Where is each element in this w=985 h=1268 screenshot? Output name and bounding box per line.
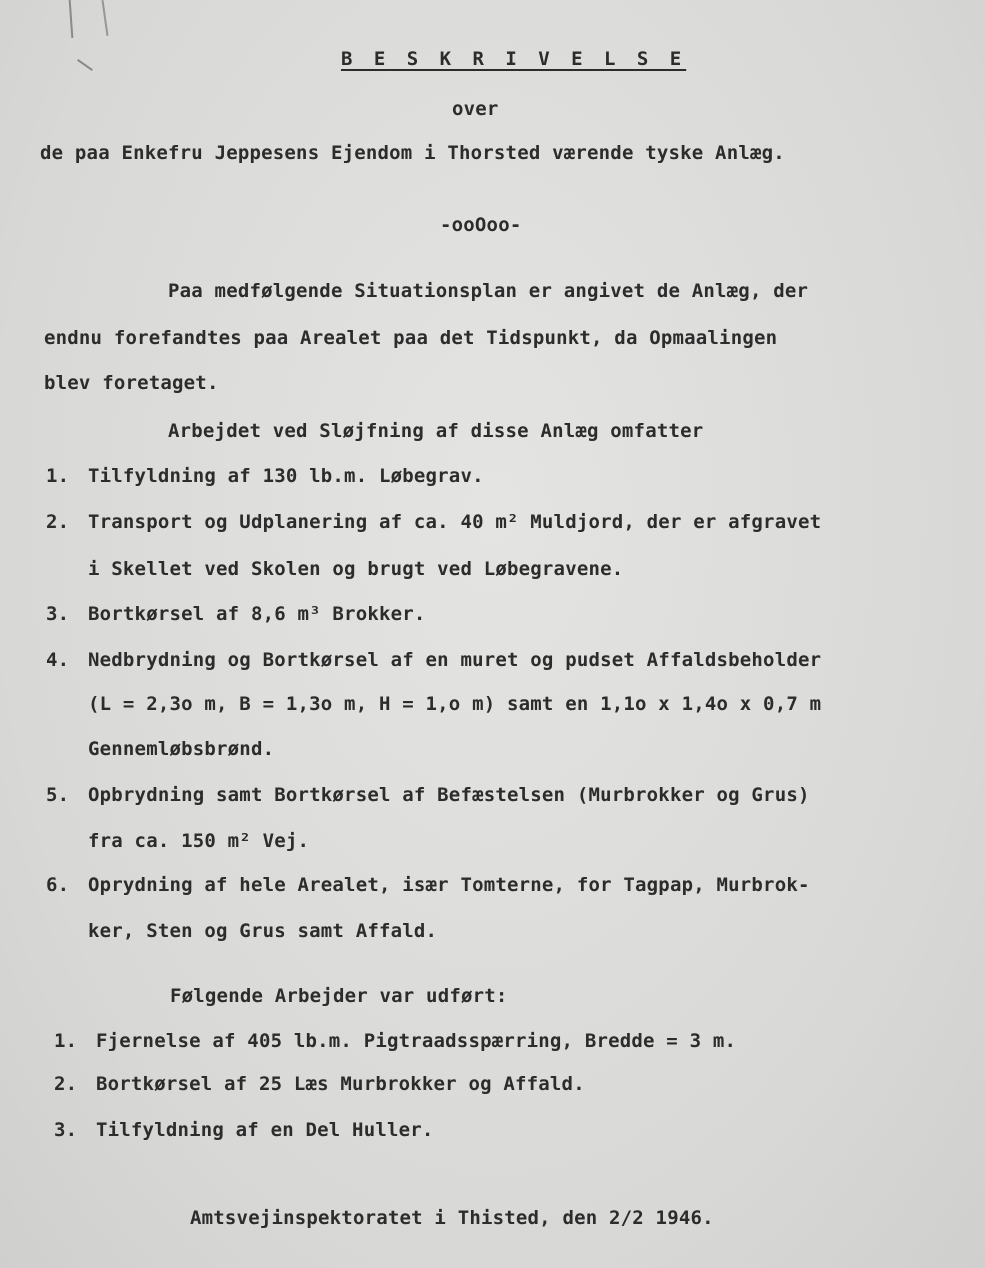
work-item-number: 2. (46, 511, 70, 533)
work-item-line: Opbrydning samt Bortkørsel af Befæstelsen (Murbrokker og Grus) (88, 784, 810, 806)
work-item-number: 4. (46, 649, 70, 671)
done-item-number: 1. (54, 1030, 78, 1052)
done-item-number: 3. (54, 1119, 78, 1141)
done-item-line: Tilfyldning af en Del Huller. (96, 1119, 434, 1141)
separator: -ooOoo- (440, 214, 522, 236)
done-item-line: Bortkørsel af 25 Læs Murbrokker og Affald. (96, 1073, 585, 1095)
document-subject: de paa Enkefru Jeppesens Ejendom i Thorsted værende tyske Anlæg. (40, 142, 785, 164)
done-item-number: 2. (54, 1073, 78, 1095)
work-item-line: Oprydning af hele Arealet, især Tomterne, for Tagpap, Murbrok- (88, 874, 810, 896)
work-heading: Arbejdet ved Sløjfning af disse Anlæg omfatter (168, 420, 704, 442)
work-item-number: 3. (46, 603, 70, 625)
work-item-line: Gennemløbsbrønd. (88, 738, 275, 760)
pencil-mark-1 (69, 0, 74, 38)
done-heading: Følgende Arbejder var udført: (170, 985, 508, 1007)
work-item-line: ker, Sten og Grus samt Affald. (88, 920, 438, 942)
intro-line: endnu forefandtes paa Arealet paa det Tidspunkt, da Opmaalingen (44, 327, 778, 349)
work-item-line: Nedbrydning og Bortkørsel af en muret og pudset Affaldsbeholder (88, 649, 822, 671)
work-item-number: 5. (46, 784, 70, 806)
document-subtitle: over (452, 98, 499, 120)
work-item-line: (L = 2,3o m, B = 1,3o m, H = 1,o m) samt en 1,1o x 1,4o x 0,7 m (88, 693, 822, 715)
document-title: B E S K R I V E L S E (341, 48, 687, 70)
signature-line: Amtsvejinspektoratet i Thisted, den 2/2 1946. (190, 1207, 714, 1229)
work-item-line: fra ca. 150 m² Vej. (88, 830, 310, 852)
work-item-number: 1. (46, 465, 70, 487)
work-item-line: i Skellet ved Skolen og brugt ved Løbegravene. (88, 558, 624, 580)
intro-line: Paa medfølgende Situationsplan er angivet de Anlæg, der (168, 280, 809, 302)
work-item-line: Transport og Udplanering af ca. 40 m² Muldjord, der er afgravet (88, 511, 822, 533)
done-item-line: Fjernelse af 405 lb.m. Pigtraadsspærring, Bredde = 3 m. (96, 1030, 737, 1052)
pencil-mark-3 (77, 59, 93, 71)
intro-line: blev foretaget. (44, 372, 219, 394)
work-item-line: Tilfyldning af 130 lb.m. Løbegrav. (88, 465, 484, 487)
pencil-mark-2 (102, 0, 109, 36)
work-item-line: Bortkørsel af 8,6 m³ Brokker. (88, 603, 426, 625)
work-item-number: 6. (46, 874, 70, 896)
